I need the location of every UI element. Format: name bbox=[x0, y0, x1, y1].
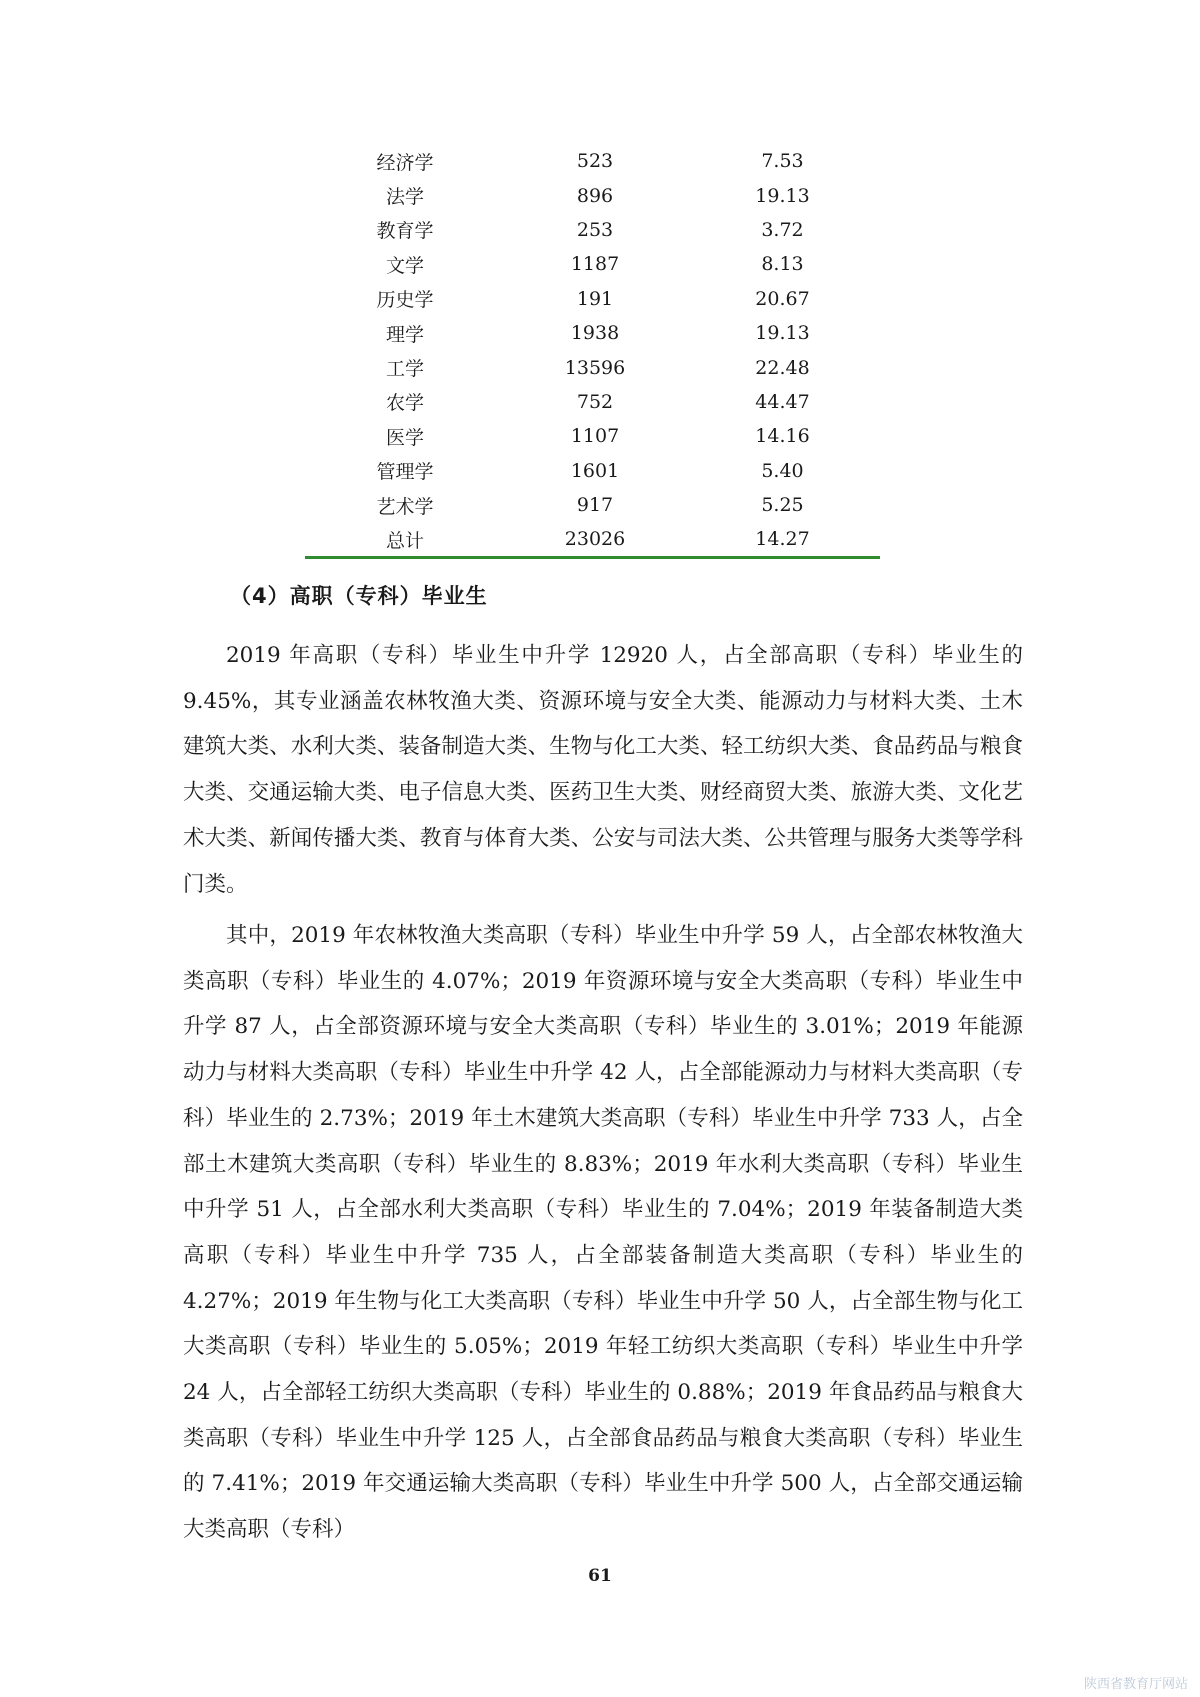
table-body bbox=[305, 144, 880, 557]
percent-cell: 7.53 bbox=[761, 150, 804, 173]
percent-cell: 5.25 bbox=[761, 494, 804, 517]
discipline-cell: 历史学 bbox=[376, 289, 434, 312]
discipline-cell: 艺术学 bbox=[376, 495, 434, 518]
table-row bbox=[305, 144, 880, 178]
percent-cell: 3.72 bbox=[761, 218, 804, 241]
percent-cell: 44.47 bbox=[755, 390, 810, 413]
count-cell: 23026 bbox=[564, 528, 626, 551]
discipline-cell: 理学 bbox=[385, 323, 424, 346]
discipline-cell: 管理学 bbox=[376, 461, 434, 484]
table-row bbox=[305, 522, 880, 556]
percent-cell: 19.13 bbox=[755, 184, 810, 207]
watermark: 陕西省教育厅网站 bbox=[1083, 1677, 1188, 1692]
table-bottom-rule bbox=[305, 556, 880, 559]
percent-cell: 14.27 bbox=[755, 528, 810, 551]
count-cell: 1187 bbox=[570, 253, 620, 276]
percent-cell: 19.13 bbox=[755, 322, 810, 345]
count-cell: 191 bbox=[576, 287, 614, 310]
discipline-cell: 工学 bbox=[385, 358, 424, 381]
data-table bbox=[305, 144, 880, 557]
page-number: 61 bbox=[588, 1566, 612, 1586]
discipline-cell: 经济学 bbox=[376, 151, 434, 174]
percent-cell: 8.13 bbox=[761, 253, 804, 276]
table-row bbox=[305, 247, 880, 281]
table-row bbox=[305, 178, 880, 212]
percent-cell: 14.16 bbox=[755, 425, 810, 448]
count-cell: 523 bbox=[576, 150, 614, 173]
paragraph: 其中，2019 年农林牧渔大类高职（专科）毕业生中升学 59 人，占全部农林牧渔大类高职（专科）毕业生的 4.07%；2019 年资源环境与安全大类高职（专科）毕业生中升学 87 人，占全部资源环境与安全大类高职（专科）毕业生的 3.01%；2019 年能源动力与材料大类高职（专科）毕业生中升学 42 人，占全部能源动力与材料大类高职（专科）毕业生的 2.73%；2019 年土木建筑大类高职（专科）毕业生中升学 733 人，占全部土木建筑大类高职（专科）毕业生的 8.83%；2019 年水利大类高职（专科）毕业生中升学 51 人，占全部水利大类高职（专科）毕业生的 7.04%；2019 年装备制造大类高职（专科）毕业生中升学 735 人，占全部装备制造大类高职（专科）毕业生的 4.27%；2019 年生物与化工大类高职（专科）毕业生中升学 50 人，占全部生物与化工大类高职（专科）毕业生的 5.05%；2019 年轻工纺织大类高职（专科）毕业生中升学 24 人，占全部轻工纺织大类高职（专科）毕业生的 0.88%；2019 年食品药品与粮食大类高职（专科）毕业生中升学 125 人，占全部食品药品与粮食大类高职（专科）毕业生的 7.41%；2019 年交通运输大类高职（专科）毕业生中升学 500 人，占全部交通运输大类高职（专科） bbox=[183, 923, 1023, 1543]
count-cell: 13596 bbox=[564, 356, 626, 379]
count-cell: 253 bbox=[576, 218, 614, 241]
discipline-cell: 法学 bbox=[385, 186, 424, 209]
section-heading: （4）高职（专科）毕业生 bbox=[230, 584, 488, 608]
percent-cell: 20.67 bbox=[755, 287, 810, 310]
table-row bbox=[305, 488, 880, 522]
count-cell: 1601 bbox=[570, 459, 620, 482]
discipline-cell: 总计 bbox=[385, 529, 424, 552]
paragraph: 2019 年高职（专科）毕业生中升学 12920 人，占全部高职（专科）毕业生的 9.45%，其专业涵盖农林牧渔大类、资源环境与安全大类、能源动力与材料大类、土木建筑大类、水利大类、装备制造大类、生物与化工大类、轻工纺织大类、食品药品与粮食大类、交通运输大类、电子信息大类、医药卫生大类、财经商贸大类、旅游大类、文化艺术大类、新闻传播大类、教育与体育大类、公安与司法大类、公共管理与服务大类等学科门类。 bbox=[183, 643, 1023, 897]
table-row bbox=[305, 316, 880, 350]
table-row bbox=[305, 385, 880, 419]
count-cell: 1938 bbox=[570, 322, 620, 345]
discipline-cell: 医学 bbox=[385, 426, 424, 449]
count-cell: 1107 bbox=[570, 425, 620, 448]
percent-cell: 5.40 bbox=[761, 459, 804, 482]
percent-cell: 22.48 bbox=[755, 356, 810, 379]
table-row bbox=[305, 419, 880, 453]
count-cell: 917 bbox=[576, 494, 614, 517]
discipline-cell: 文学 bbox=[385, 254, 424, 277]
discipline-cell: 农学 bbox=[385, 392, 424, 415]
count-cell: 896 bbox=[576, 184, 614, 207]
table-row bbox=[305, 350, 880, 384]
table-row bbox=[305, 454, 880, 488]
table-row bbox=[305, 213, 880, 247]
table-row bbox=[305, 282, 880, 316]
count-cell: 752 bbox=[576, 390, 614, 413]
discipline-cell: 教育学 bbox=[376, 220, 434, 243]
